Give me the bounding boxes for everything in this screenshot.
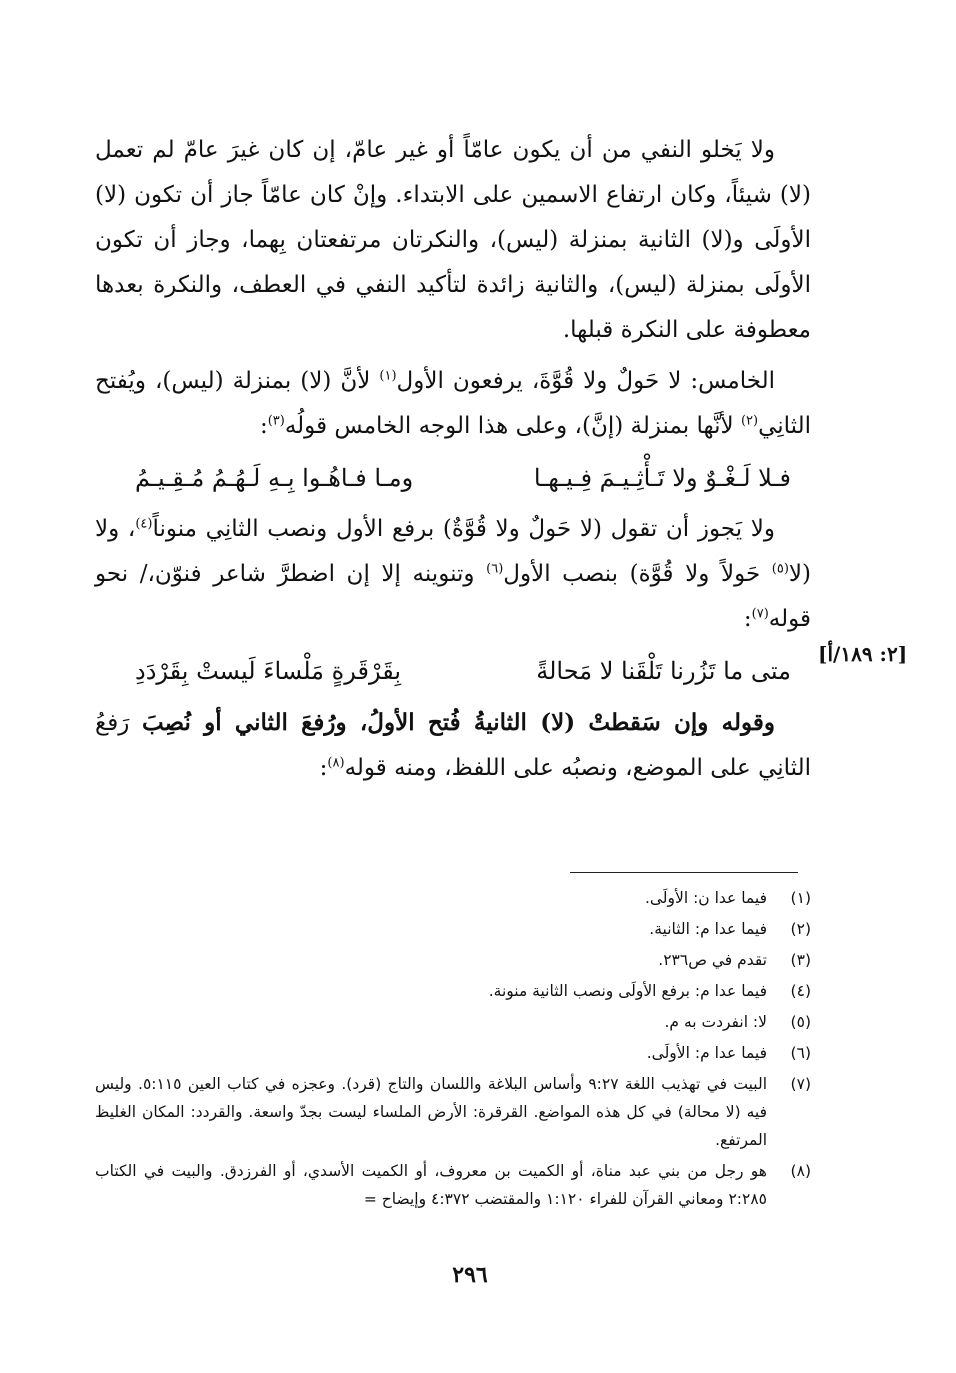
footnote-text: فيما عدا م: الأولَى.: [646, 1044, 767, 1062]
fifth-case-text-b: لأنَّ (لا) بمنزلة (ليس)، ويُفتح الثانِي: [95, 368, 811, 439]
footnote-item: [95, 977, 811, 1005]
footnote-item: [95, 884, 811, 912]
footnote-marker-1[interactable]: (١): [379, 368, 397, 384]
second-dropped-end: :: [319, 755, 328, 781]
main-text: [95, 128, 811, 797]
footnote-item: [95, 946, 811, 974]
manuscript-folio-marker: [٢: ١٨٩/أ]: [818, 642, 908, 666]
not-permitted-text-b: ، ولا (لا: [95, 516, 811, 587]
paragraph-negation: [95, 128, 811, 353]
footnote-number: (٦): [790, 1044, 811, 1062]
footnote-number: (٢): [790, 920, 811, 938]
footnote-number: (٤): [790, 982, 811, 1000]
footnote-marker-8[interactable]: (٨): [327, 755, 345, 771]
footnote-marker-5[interactable]: (٥): [771, 561, 789, 577]
footnote-text: فيما عدا ن: الأولَى.: [644, 889, 767, 907]
second-dropped-text: رَفعُ الثانِي على الموضع، ونصبُه على اللفظ، ومنه قوله: [95, 710, 811, 781]
footnote-item: [95, 1157, 811, 1213]
second-dropped-quote: وقوله وإن سَقطتْ (لا) الثانيةُ فُتح الأولُ، ورُفعَ الثاني أو نُصِبَ: [141, 709, 776, 736]
paragraph-not-permitted: [95, 507, 811, 642]
not-permitted-text-d: وتنوينه إلا إن اضطرَّ شاعر فنوّن،/ نحو قوله: [95, 561, 811, 632]
fifth-case-text-d: :: [259, 413, 268, 439]
verse-line-2: [135, 648, 791, 694]
footnote-number: (٧): [790, 1075, 811, 1093]
footnote-text: هو رجل من بني عبد مناة، أو الكميت بن معروف، أو الكميت الأسدي، أو الفرزدق. والبيت في الكتاب ٢:٢٨٥ ومعاني القرآن للفراء ١:١٢٠ والمقتضب ٤:٣٧٢ وإيضاح =: [95, 1162, 767, 1208]
footnote-number: (١): [790, 889, 811, 907]
footnote-marker-2[interactable]: (٢): [740, 413, 759, 429]
verse-2-second-hemistich: بِقَرْقَرةٍ مَلْساءَ لَيستْ بِقَرْدَدِ: [135, 657, 402, 685]
fifth-case-text-a: الخامس: لا حَولٌ ولا قُوَّةَ، يرفعون الأول: [396, 368, 776, 394]
page-number: ٢٩٦: [452, 1262, 488, 1288]
not-permitted-text-a: ولا يَجوز أن تقول (لا حَولٌ ولا قُوَّةٌ) برفع الأول ونصب الثانِي منوناً: [152, 516, 775, 542]
footnote-marker-3[interactable]: (٣): [267, 413, 285, 429]
footnote-divider: [570, 872, 798, 873]
not-permitted-text-e: :: [743, 606, 752, 632]
verse-1-second-hemistich: ومـا فـاهُـوا بِـهِ لَـهُـمُ مُـقِـيـمُ: [135, 464, 414, 492]
verse-2-first-hemistich: متى ما تَزُرنا تَلْقَنا لا مَحالةً: [536, 657, 791, 685]
verse-line-1: [135, 455, 791, 501]
verse-1-first-hemistich: فـلا لَـغْـوٌ ولا تَـأْثِـيـمَ فِـيـهـا: [533, 464, 791, 492]
paragraph-second-dropped: [95, 700, 811, 791]
paragraph-negation-text: ولا يَخلو النفي من أن يكون عامّاً أو غير عامّ، إن كان غيرَ عامّ لم تعمل (لا) شيئاً، وكان ارتفاع الاسمين على الابتداء. وإنْ كان عامّاً جاز أن تكون (لا) الأولَى و(لا) الثانية بمنزلة (ليس)، والنكرتان مرتفعتان بِهما، وجاز أن تكون الأولَى بمنزلة (ليس)، والثانية زائدة لتأكيد النفي في العطف، والنكرة بعدها معطوفة على النكرة قبلها.: [95, 137, 811, 343]
footnote-number: (٣): [790, 951, 811, 969]
footnote-item: [95, 1039, 811, 1067]
footnote-text: لا: انفردت به م.: [664, 1013, 767, 1031]
footnote-marker-6[interactable]: (٦): [486, 561, 504, 577]
footnotes: [95, 884, 811, 1216]
footnote-text: فيما عدا م: برفع الأولَى ونصب الثانية منونة.: [488, 982, 767, 1000]
footnote-text: تقدم في ص٢٣٦.: [658, 951, 767, 969]
footnote-item: [95, 1008, 811, 1036]
footnote-marker-7[interactable]: (٧): [751, 606, 769, 622]
footnote-item: [95, 915, 811, 943]
paragraph-fifth-case: [95, 359, 811, 449]
fifth-case-text-c: لأنَّها بمنزلة (إنَّ)، وعلى هذا الوجه الخامس قولُه: [284, 413, 741, 439]
footnote-text: فيما عدا م: الثانية.: [649, 920, 767, 938]
not-permitted-text-c: حَولاً ولا قُوَّة) بنصب الأول: [503, 561, 772, 587]
footnote-number: (٥): [790, 1013, 811, 1031]
footnote-item: [95, 1070, 811, 1154]
footnote-text: البيت في تهذيب اللغة ٩:٢٧ وأساس البلاغة واللسان والتاج (قرد). وعجزه في كتاب العين ٥:١١٥. وليس فيه (لا محالة) في كل هذه المواضع. القرقرة: الأرض الملساء ليست بجدّ واسعة. والقردد: المكان الغليظ المرتفع.: [95, 1075, 767, 1149]
footnote-number: (٨): [790, 1162, 811, 1180]
footnote-marker-4[interactable]: (٤): [135, 516, 153, 532]
